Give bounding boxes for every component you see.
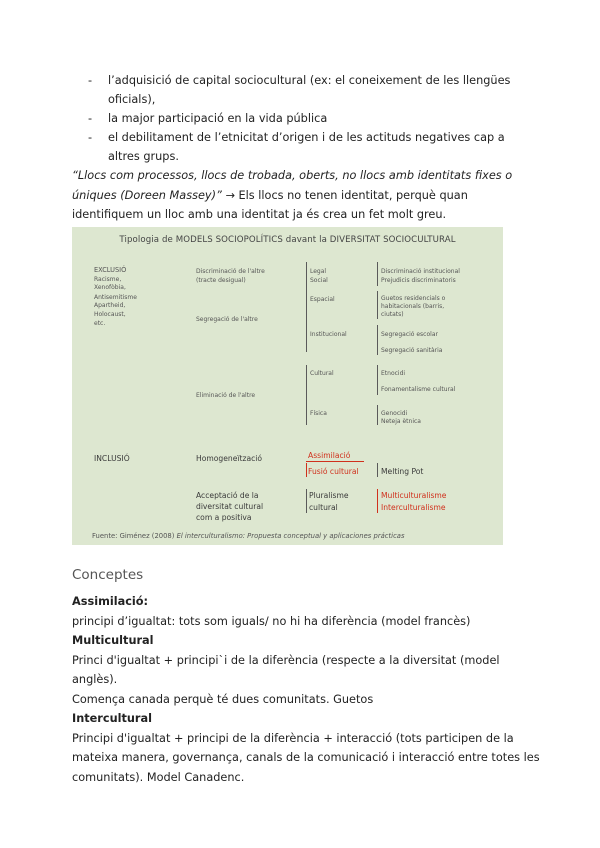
bracket-line [377,291,378,319]
acceptacio-label: Acceptació de la [196,491,259,500]
figure-caption [92,532,405,540]
exclusio-item: etc. [94,320,106,327]
quote-paragraph [72,166,537,225]
etnocidi-label: Etnocidi [381,370,406,377]
interculturalisme-label: Interculturalisme [381,503,446,512]
bullet-text: l’adquisició de capital sociocultural (ex: el coneixement de les llengües oficials), [108,74,511,106]
concept-text: principi d’igualtat: tots som iguals/ no hi ha diferència (model francès) [72,614,471,628]
typology-figure [72,227,503,545]
exclusio-item: Racisme, [94,276,122,283]
list-item [88,128,528,166]
exclusio-item: Xenofòbia, [94,284,126,291]
caption-source: Fuente: Giménez (2008) [92,532,177,540]
exclusio-item: Holocaust, [94,311,126,318]
espacial-right: Guetos residencials o [381,295,446,302]
assimilacio-label: Assimilació [308,451,351,460]
segregacio-escolar: Segregació escolar [381,331,438,338]
discriminacio-sub: (tracte desigual) [196,277,246,284]
genocidi-label: Genocidi [381,410,408,417]
concept-text: Princi d'igualtat + principi`i de la diferència (respecte a la diversitat (model anglès). [72,653,500,686]
pluralisme-label: cultural [309,503,338,512]
exclusio-label: EXCLUSIÓ [94,266,127,274]
red-bracket [377,489,378,513]
concept-term: Intercultural [72,712,152,725]
bullet-text: el debilitament de l’etnicitat d’origen i de les actituds negatives cap a altres grups. [108,131,505,163]
bracket-line [306,262,307,352]
melting-pot-label: Melting Pot [381,467,424,476]
espacial-right: ciutats) [381,311,404,318]
bullet-text: la major participació en la vida pública [108,112,328,125]
segregacio-label: Segregació de l'altre [196,316,258,323]
concept-text: Principi d'igualtat + principi de la diferència + interacció (tots participen de la mateixa manera, governança, canals de la comunicació i interacció entre totes les comunitats). Model Canadenc. [72,731,540,784]
bullet-dash: - [88,74,93,87]
pluralisme-label: Pluralisme [309,491,349,500]
concepts-list [72,592,542,787]
caption-title: El interculturalismo: Propuesta conceptual y aplicaciones prácticas [176,532,405,540]
bracket-line [377,463,378,477]
red-bracket [306,463,307,477]
social-label: Social [310,277,328,284]
acceptacio-label: diversitat cultural [196,502,264,511]
cultural-label: Cultural [310,370,334,377]
legal-label: Legal [310,268,327,275]
multiculturalisme-label: Multiculturalisme [381,491,447,500]
discriminacio-label: Discriminació de l'altre [196,268,265,275]
concept-text: Comença canada perquè té dues comunitats. Guetos [72,692,374,706]
acceptacio-label: com a positiva [196,513,252,522]
fonamentalisme-label: Fonamentalisme cultural [381,386,456,393]
exclusio-item: Apartheid, [94,302,126,309]
bullet-dash: - [88,131,93,144]
segregacio-sanitaria: Segregació sanitària [381,347,443,354]
bracket-line [377,405,378,425]
section-heading: Conceptes [72,567,144,583]
bracket-line [377,262,378,286]
fisica-label: Física [310,410,327,417]
fusio-label: Fusió cultural [308,467,359,476]
quote-italic: “Llocs com processos, llocs de trobada, oberts, no llocs amb identitats fixes o úniques (Doreen Massey)” [72,169,513,202]
espacial-label: Espacial [310,296,335,303]
concept-term: Assimilació: [72,595,149,608]
concept-term: Multicultural [72,634,154,647]
exclusio-item: Antisemitisme [94,294,137,301]
figure-title: Tipologia de MODELS SOCIOPOLÍTICS davant la DIVERSITAT SOCIOCULTURAL [119,235,456,245]
bracket-line [306,365,307,425]
bracket-line [377,325,378,355]
discr-right: Prejudicis discriminatoris [381,277,456,284]
red-divider [306,461,364,462]
bracket-line [306,489,307,513]
bullet-dash: - [88,112,93,125]
discr-right: Discriminació institucional [381,268,460,275]
eliminacio-label: Eliminació de l'altre [196,392,256,399]
bullet-list [88,71,528,166]
institucional-label: Institucional [310,331,347,338]
homogeneitzacio-label: Homogeneïtzació [196,454,263,463]
espacial-right: habitacionals (barris, [381,303,445,310]
bracket-line [377,365,378,395]
neteja-label: Neteja ètnica [381,418,421,425]
quote-rest: → Els llocs no tenen identitat, perquè quan identifiquem un lloc amb una identitat ja és crea un fet molt greu. [72,188,468,221]
list-item [88,71,528,109]
list-item [88,109,528,128]
inclusio-label: INCLUSIÓ [94,454,130,463]
